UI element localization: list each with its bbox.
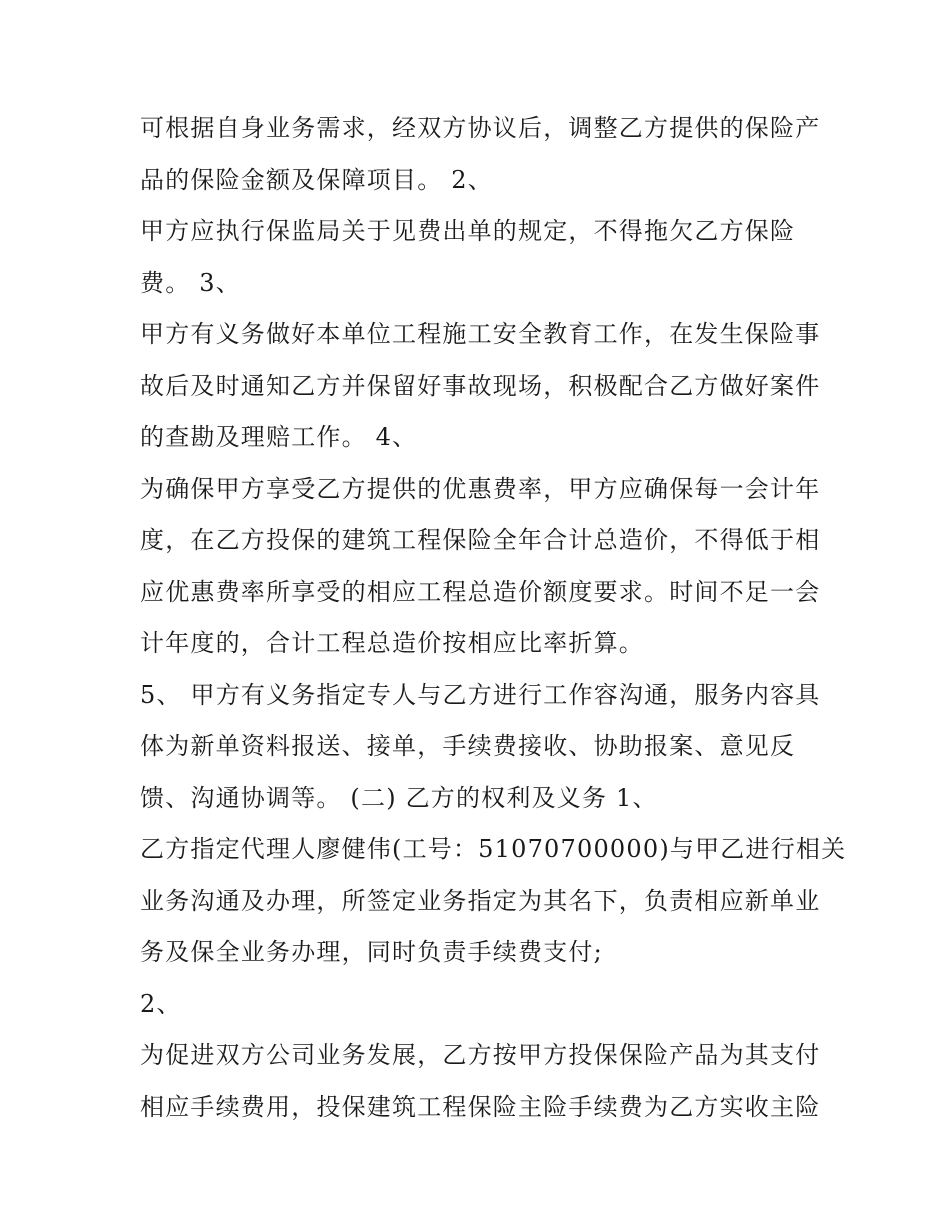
text-line: 体为新单资料报送、接单，手续费接收、协助报案、意见反: [140, 732, 796, 760]
text-line: 为促进双方公司业务发展，乙方按甲方投保保险产品为其支付: [140, 1041, 821, 1069]
text-line: 业务沟通及办理，所签定业务指定为其名下，负责相应新单业: [140, 886, 821, 915]
text-line: 度，在乙方投保的建筑工程保险全年合计总造价，不得低于相: [140, 526, 821, 554]
text-line: 乙方指定代理人廖健伟(工号：51070700000)与甲乙进行相关: [140, 835, 847, 863]
text-line: 应优惠费率所享受的相应工程总造价额度要求。时间不足一会: [140, 577, 821, 606]
text-line: 故后及时通知乙方并保留好事故现场，积极配合乙方做好案件: [140, 371, 821, 400]
text-line: 品的保险金额及保障项目。 2、: [140, 165, 493, 194]
text-line: 甲方应执行保监局关于见费出单的规定，不得拖欠乙方保险: [140, 217, 796, 245]
text-line: 为确保甲方享受乙方提供的优惠费率，甲方应确保每一会计年: [140, 474, 821, 503]
text-line: 计年度的，合计工程总造价按相应比率折算。: [140, 629, 644, 657]
text-line: 费。 3、: [140, 268, 241, 297]
text-line: 相应手续费用，投保建筑工程保险主险手续费为乙方实收主险: [140, 1092, 821, 1121]
text-line: 2、: [140, 989, 182, 1018]
text-line: 馈、沟通协调等。 (二) 乙方的权利及义务 1、: [140, 783, 658, 812]
document-body: [140, 103, 847, 1133]
text-line: 5、 甲方有义务指定专人与乙方进行工作容沟通，服务内容具: [140, 680, 821, 709]
text-line: 务及保全业务办理，同时负责手续费支付;: [140, 938, 603, 966]
text-line: 甲方有义务做好本单位工程施工安全教育工作，在发生保险事: [140, 320, 821, 348]
text-line: 可根据自身业务需求，经双方协议后，调整乙方提供的保险产: [140, 114, 821, 142]
text-line: 的查勘及理赔工作。 4、: [140, 423, 418, 451]
